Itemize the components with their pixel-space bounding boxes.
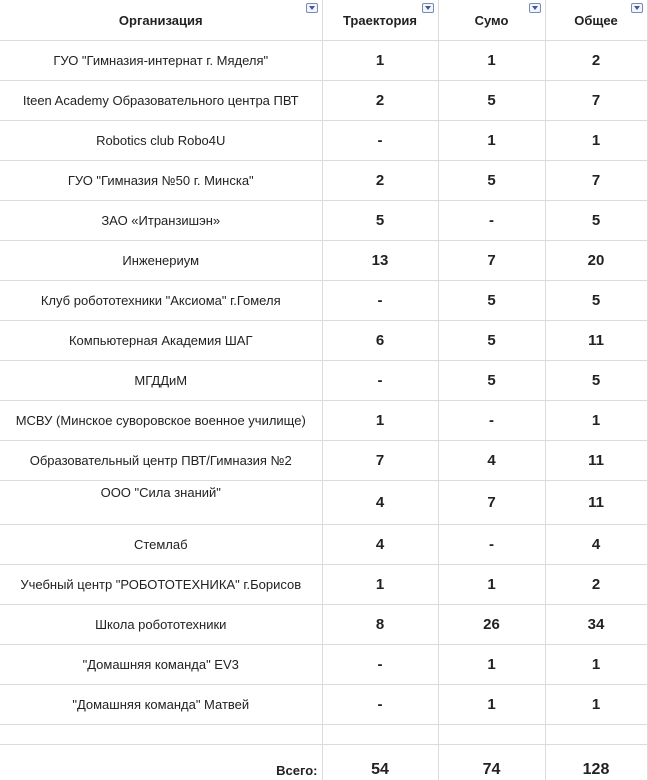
- trajectory-cell[interactable]: 7: [322, 441, 438, 481]
- empty-cell[interactable]: [438, 725, 545, 745]
- header-total-label: Общее: [574, 13, 618, 28]
- org-cell[interactable]: Компьютерная Академия ШАГ: [0, 321, 322, 361]
- total-cell[interactable]: 2: [545, 41, 647, 81]
- table-row: [0, 281, 647, 321]
- trajectory-cell[interactable]: 1: [322, 41, 438, 81]
- org-cell[interactable]: Iteen Academy Образовательного центра ПВТ: [0, 81, 322, 121]
- table-row: [0, 161, 647, 201]
- trajectory-cell[interactable]: 6: [322, 321, 438, 361]
- totals-sumo[interactable]: 74: [438, 745, 545, 780]
- sumo-cell[interactable]: 26: [438, 605, 545, 645]
- header-sumo-label: Сумо: [475, 13, 509, 28]
- total-cell[interactable]: 5: [545, 201, 647, 241]
- trajectory-cell[interactable]: 2: [322, 161, 438, 201]
- filter-dropdown-icon[interactable]: [422, 3, 434, 13]
- total-cell[interactable]: 20: [545, 241, 647, 281]
- trajectory-cell[interactable]: 1: [322, 401, 438, 441]
- header-org-label: Организация: [119, 13, 203, 28]
- trajectory-cell[interactable]: -: [322, 685, 438, 725]
- header-org[interactable]: [0, 0, 322, 41]
- trajectory-cell[interactable]: 1: [322, 565, 438, 605]
- table-row: [0, 685, 647, 725]
- sumo-cell[interactable]: -: [438, 525, 545, 565]
- trajectory-cell[interactable]: 13: [322, 241, 438, 281]
- total-cell[interactable]: 1: [545, 685, 647, 725]
- total-cell[interactable]: 1: [545, 645, 647, 685]
- trajectory-cell[interactable]: 2: [322, 81, 438, 121]
- total-cell[interactable]: 1: [545, 401, 647, 441]
- trajectory-cell[interactable]: -: [322, 361, 438, 401]
- sumo-cell[interactable]: 5: [438, 81, 545, 121]
- filter-dropdown-icon[interactable]: [631, 3, 643, 13]
- filter-dropdown-icon[interactable]: [529, 3, 541, 13]
- total-cell[interactable]: 7: [545, 81, 647, 121]
- totals-total[interactable]: 128: [545, 745, 647, 780]
- header-sumo[interactable]: [438, 0, 545, 41]
- org-cell[interactable]: Учебный центр "РОБОТОТЕХНИКА" г.Борисов: [0, 565, 322, 605]
- total-cell[interactable]: 4: [545, 525, 647, 565]
- total-cell[interactable]: 1: [545, 121, 647, 161]
- table-row: [0, 605, 647, 645]
- table-row: [0, 441, 647, 481]
- total-cell[interactable]: 5: [545, 281, 647, 321]
- totals-row: [0, 745, 647, 780]
- trajectory-cell[interactable]: 8: [322, 605, 438, 645]
- header-row: [0, 0, 647, 41]
- sumo-cell[interactable]: 5: [438, 321, 545, 361]
- filter-dropdown-icon[interactable]: [306, 3, 318, 13]
- sumo-cell[interactable]: 4: [438, 441, 545, 481]
- total-cell[interactable]: 7: [545, 161, 647, 201]
- total-cell[interactable]: 11: [545, 321, 647, 361]
- table-row: [0, 201, 647, 241]
- header-trajectory-label: Траектория: [343, 13, 417, 28]
- empty-row: [0, 725, 647, 745]
- org-cell[interactable]: Инженериум: [0, 241, 322, 281]
- org-cell[interactable]: ГУО "Гимназия-интернат г. Мяделя": [0, 41, 322, 81]
- sumo-cell[interactable]: 5: [438, 361, 545, 401]
- totals-trajectory[interactable]: 54: [322, 745, 438, 780]
- org-cell[interactable]: Клуб робототехники "Аксиома" г.Гомеля: [0, 281, 322, 321]
- trajectory-cell[interactable]: -: [322, 281, 438, 321]
- table-row: [0, 121, 647, 161]
- trajectory-cell[interactable]: 4: [322, 481, 438, 525]
- org-cell[interactable]: ЗАО «Итранзишэн»: [0, 201, 322, 241]
- empty-cell[interactable]: [545, 725, 647, 745]
- total-cell[interactable]: 2: [545, 565, 647, 605]
- table-row: [0, 321, 647, 361]
- sumo-cell[interactable]: 7: [438, 481, 545, 525]
- trajectory-cell[interactable]: -: [322, 121, 438, 161]
- org-cell[interactable]: Стемлаб: [0, 525, 322, 565]
- total-cell[interactable]: 11: [545, 441, 647, 481]
- org-cell[interactable]: "Домашняя команда" EV3: [0, 645, 322, 685]
- table-row: [0, 361, 647, 401]
- table-row: [0, 481, 647, 525]
- trajectory-cell[interactable]: 5: [322, 201, 438, 241]
- sumo-cell[interactable]: 1: [438, 121, 545, 161]
- total-cell[interactable]: 34: [545, 605, 647, 645]
- table-row: [0, 241, 647, 281]
- table-row: [0, 81, 647, 121]
- sumo-cell[interactable]: 1: [438, 645, 545, 685]
- org-cell[interactable]: "Домашняя команда" Матвей: [0, 685, 322, 725]
- table-row: [0, 525, 647, 565]
- org-cell[interactable]: Образовательный центр ПВТ/Гимназия №2: [0, 441, 322, 481]
- trajectory-cell[interactable]: -: [322, 645, 438, 685]
- org-cell[interactable]: МСВУ (Минское суворовское военное училище): [0, 401, 322, 441]
- empty-cell[interactable]: [0, 725, 322, 745]
- total-cell[interactable]: 5: [545, 361, 647, 401]
- header-trajectory[interactable]: [322, 0, 438, 41]
- org-cell[interactable]: Robotics club Robo4U: [0, 121, 322, 161]
- table-row: [0, 41, 647, 81]
- sumo-cell[interactable]: 5: [438, 161, 545, 201]
- sumo-cell[interactable]: 1: [438, 41, 545, 81]
- header-total[interactable]: [545, 0, 647, 41]
- sumo-cell[interactable]: 1: [438, 565, 545, 605]
- sumo-cell[interactable]: -: [438, 401, 545, 441]
- total-cell[interactable]: 11: [545, 481, 647, 525]
- sumo-cell[interactable]: 5: [438, 281, 545, 321]
- org-cell[interactable]: МГДДиМ: [0, 361, 322, 401]
- table-row: [0, 401, 647, 441]
- org-cell[interactable]: Школа робототехники: [0, 605, 322, 645]
- sumo-cell[interactable]: 1: [438, 685, 545, 725]
- empty-cell[interactable]: [322, 725, 438, 745]
- sumo-cell[interactable]: 7: [438, 241, 545, 281]
- org-cell[interactable]: ГУО "Гимназия №50 г. Минска": [0, 161, 322, 201]
- table-row: [0, 565, 647, 605]
- org-cell[interactable]: ООО "Сила знаний": [0, 481, 322, 525]
- table-row: [0, 645, 647, 685]
- sumo-cell[interactable]: -: [438, 201, 545, 241]
- totals-label[interactable]: Всего:: [0, 745, 322, 780]
- trajectory-cell[interactable]: 4: [322, 525, 438, 565]
